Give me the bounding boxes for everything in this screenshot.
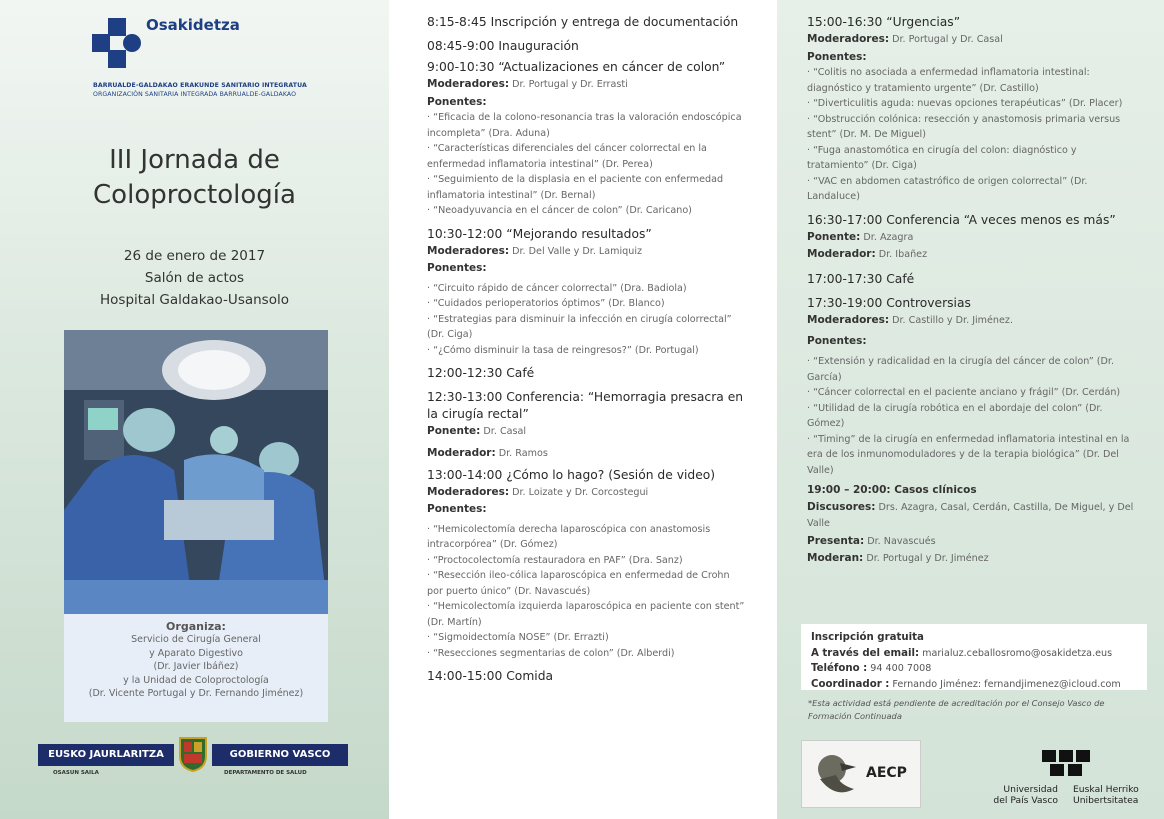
speaker-value: Dr. Azagra [863, 231, 914, 243]
presenter-value: Dr. Navascués [867, 535, 936, 547]
moderators-value: Dr. Portugal y Dr. Errasti [512, 79, 628, 90]
moderators-label: Moderadores: [807, 33, 890, 45]
moderators-label: Moderadores: [807, 313, 890, 326]
moderators-label: Moderadores: [427, 485, 510, 498]
accreditation-note: *Esta actividad está pendiente de acreditación por el Consejo Vasco de Formación Continuada [808, 698, 1105, 721]
brand-subtitle-basque: BARRUALDE-GALDAKAO ERAKUNDE SANITARIO INTEGRATUA [93, 82, 307, 89]
gov-dept-spanish: DEPARTAMENTO DE SALUD [224, 770, 307, 776]
moderator-label: Moderador: [427, 446, 496, 459]
session-heading: 17:00-17:30 Café [807, 271, 915, 286]
session-heading: 12:00-12:30 Café [427, 366, 535, 381]
organizer-box [64, 614, 328, 722]
brand-subtitle-spanish: ORGANIZACIÓN SANITARIA INTEGRADA BARRUALDE-GALDAKAO [93, 91, 297, 98]
organizer-title: Organiza: [166, 620, 226, 633]
email-label: A través del email: [811, 647, 920, 659]
talk-item: · “Fuga anastomótica en cirugía del colon: diagnóstico y tratamiento” (Dr. Ciga) [807, 144, 1077, 172]
moderators-value: Dr. Castillo y Dr. Jiménez. [892, 314, 1013, 326]
program-afternoon [807, 14, 1137, 568]
phone-label: Teléfono : [811, 663, 868, 674]
moderators-value: Dr. Loizate y Dr. Corcostegui [512, 486, 649, 498]
talk-item: · “Cáncer colorrectal en el paciente anciano y frágil” (Dr. Cerdán) [807, 387, 1121, 399]
session-heading: 13:00-14:00 ¿Cómo lo hago? (Sesión de video) [427, 467, 716, 482]
university-name-basque: Euskal Herriko Unibertsitatea [1073, 784, 1139, 806]
session-heading: 10:30-12:00 “Mejorando resultados” [427, 226, 652, 241]
osakidetza-logo-icon [92, 18, 142, 68]
left-panel [0, 0, 389, 819]
session-heading: 17:30-19:00 Controversias [807, 295, 971, 310]
talk-item: · “Circuito rápido de cáncer colorrectal” (Dra. Badiola) [427, 282, 687, 294]
university-logo-icon [1040, 742, 1092, 780]
moderators-value: Dr. Portugal y Dr. Casal [892, 34, 1003, 45]
talk-item: · “Hemicolectomía derecha laparoscópica con anastomosis intracorpórea” (Dr. Gómez) [427, 523, 711, 551]
talk-item: · “Características diferenciales del cáncer colorrectal en la enfermedad inflamatoria intestinal” (Dr. Perea) [427, 143, 707, 170]
registration-box [801, 624, 1147, 690]
talk-item: · “Proctocolectomía restauradora en PAF” (Dra. Sanz) [427, 554, 683, 566]
moderator-value: Dr. Ibañez [878, 249, 928, 261]
speaker-label: Ponente: [427, 425, 481, 438]
event-venue: Salón de actos [144, 270, 245, 286]
talk-item: · “Neoadyuvancia en el cáncer de colon” (Dr. Caricano) [427, 205, 692, 217]
bird-emblem-icon [810, 749, 860, 801]
surgery-photo-illustration [64, 330, 328, 614]
coat-of-arms-icon [178, 736, 208, 772]
talk-item: · “Obstrucción colónica: resección y anastomosis primaria versus stent” (Dr. M. De Miguel) [807, 113, 1121, 141]
surgery-photo [64, 330, 328, 614]
talk-item: · “Cuidados perioperatorios óptimos” (Dr. Blanco) [427, 298, 665, 310]
organizer-line: y Aparato Digestivo [149, 647, 243, 659]
moderators-label: Moderadores: [427, 78, 510, 90]
session-heading: 8:15-8:45 Inscripción y entrega de documentación [427, 15, 739, 29]
talk-item: · “Extensión y radicalidad en la cirugía del cáncer de colon” (Dr. García) [807, 356, 1115, 383]
talk-item: · “Timing” de la cirugía en enfermedad inflamatoria intestinal en la era de los inmunomoduladores y de la terapia biológica” (Dr. Del Valle) [807, 433, 1130, 476]
speaker-value: Dr. Casal [483, 426, 527, 438]
organizer-line: (Dr. Javier Ibáñez) [153, 661, 239, 672]
session-heading: 14:00-15:00 Comida [427, 669, 554, 684]
talk-item: · “Diverticulitis aguda: nuevas opciones terapéuticas” (Dr. Placer) [807, 98, 1123, 110]
gov-spanish-name: GOBIERNO VASCO [212, 744, 348, 766]
speakers-label: Ponentes: [427, 503, 487, 516]
coordinator-label: Coordinador : [811, 678, 890, 690]
moderators-label: Moderadores: [427, 244, 510, 257]
moderator-value: Dr. Ramos [498, 447, 548, 459]
brand-name: Osakidetza [146, 16, 240, 34]
session-heading: 08:45-9:00 Inauguración [427, 39, 579, 53]
aecp-logo [801, 740, 921, 808]
gov-basque-name: EUSKO JAURLARITZA [38, 744, 174, 766]
phone-value: 94 400 7008 [870, 663, 932, 674]
moderators-value: Dr. Portugal y Dr. Jiménez [866, 553, 989, 565]
moderators-label: Moderan: [807, 552, 864, 565]
aecp-label: AECP [866, 765, 907, 781]
event-date: 26 de enero de 2017 [123, 248, 266, 264]
event-title-line1: III Jornada de [109, 145, 280, 175]
event-title-line2: Coloproctología [93, 180, 296, 210]
session-heading: 12:30-13:00 Conferencia: “Hemorragia presacra en la cirugía rectal” [427, 390, 744, 422]
presenter-label: Presenta: [807, 534, 865, 547]
coordinator-value: Fernando Jiménez: fernandjimenez@icloud.com [892, 678, 1121, 690]
speakers-label: Ponentes: [807, 335, 867, 348]
talk-item: · “VAC en abdomen catastrófico de origen colorrectal” (Dr. Landaluce) [807, 175, 1088, 203]
talk-item: · “Hemicolectomía izquierda laparoscópica en paciente con stent” (Dr. Martín) [427, 601, 745, 628]
event-hospital: Hospital Galdakao-Usansolo [100, 292, 289, 308]
talk-item: · “Eficacia de la colono-resonancia tras la valoración endoscópica incompleta” (Dra. Aduna) [427, 112, 742, 139]
talk-item: · “Utilidad de la cirugía robótica en el abordaje del colon” (Dr. Gómez) [807, 402, 1103, 430]
basque-government-logo [38, 744, 348, 766]
speakers-label: Ponentes: [427, 95, 487, 108]
speakers-label: Ponentes: [427, 262, 487, 275]
organizer-line: Servicio de Cirugía General [131, 634, 261, 645]
session-heading: 15:00-16:30 “Urgencias” [807, 15, 961, 29]
middle-panel [389, 0, 777, 819]
talk-item: · “Sigmoidectomía NOSE” (Dr. Errazti) [427, 632, 609, 644]
session-heading: 9:00-10:30 “Actualizaciones en cáncer de colon” [427, 60, 726, 74]
talk-item: · “Estrategias para disminuir la infección en cirugía colorrectal” (Dr. Ciga) [427, 313, 732, 341]
moderator-label: Moderador: [807, 248, 876, 261]
talk-item: · “Colitis no asociada a enfermedad inflamatoria intestinal: diagnóstico y tratamiento urgente” (Dr. Castillo) [807, 67, 1090, 94]
program-morning [427, 14, 747, 685]
registration-title: Inscripción gratuita [811, 632, 924, 643]
talk-item: · “Resección ileo-cólica laparoscópica en enfermedad de Crohn por puerto único” (Dr. Navascués) [427, 570, 730, 597]
organizer-line: y la Unidad de Coloproctología [123, 674, 269, 686]
talk-item: · “Seguimiento de la displasia en el paciente con enfermedad inflamatoria intestinal” (Dr. Bernal) [427, 174, 724, 201]
session-heading: 19:00 – 20:00: Casos clínicos [807, 484, 977, 497]
moderators-value: Dr. Del Valle y Dr. Lamiquiz [512, 245, 643, 257]
speaker-label: Ponente: [807, 230, 861, 243]
discussants-value: Drs. Azagra, Casal, Cerdán, Castilla, De Miguel, y Del Valle [807, 501, 1134, 530]
speakers-label: Ponentes: [807, 50, 867, 63]
talk-item: · “Resecciones segmentarias de colon” (Dr. Alberdi) [427, 647, 675, 659]
talk-item: · “¿Cómo disminuir la tasa de reingresos?” (Dr. Portugal) [427, 344, 699, 356]
gov-dept-basque: OSASUN SAILA [53, 770, 99, 776]
discussants-label: Discusores: [807, 500, 876, 513]
organizer-line: (Dr. Vicente Portugal y Dr. Fernando Jiménez) [88, 688, 304, 699]
email-link[interactable]: marialuz.ceballosromo@osakidetza.eus [922, 647, 1113, 659]
session-heading: 16:30-17:00 Conferencia “A veces menos es más” [807, 212, 1116, 227]
university-name-spanish: Universidad del País Vasco [993, 784, 1058, 806]
